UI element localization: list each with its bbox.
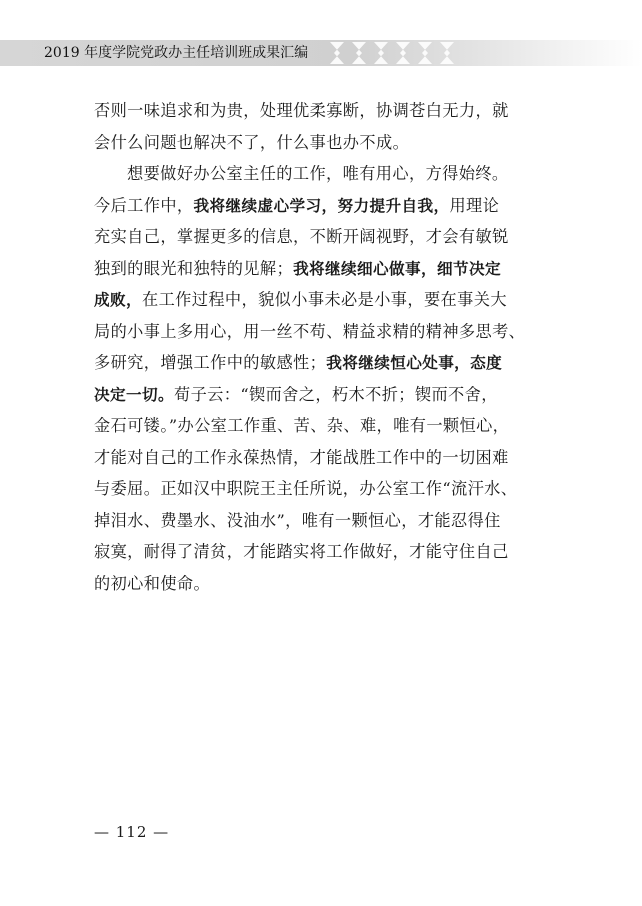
text-line: 充实自己，掌握更多的信息，不断开阔视野，才会有敏锐	[94, 227, 509, 246]
emphasis-text: 我将继续细心做事，细节决定	[293, 259, 501, 278]
text-line: 局的小事上多用心，用一丝不苟、精益求精的精神多思考、	[94, 321, 526, 341]
emphasis-text: 决定一切。	[94, 385, 174, 404]
text-line: 会什么问题也解决不了，什么事也办不成。	[94, 132, 410, 152]
body-text	[94, 95, 552, 599]
text-line: 决定一切。荀子云：“锲而舍之，朽木不折；锲而不舍，	[94, 384, 498, 404]
text-line: 独到的眼光和独特的见解；我将继续细心做事，细节决定	[94, 258, 501, 278]
page-number: — 112 —	[94, 823, 170, 841]
emphasis-text: 我将继续虚心学习，努力提升自我，	[193, 196, 450, 215]
text-line: 今后工作中，我将继续虚心学习，努力提升自我，用理论	[94, 195, 500, 215]
emphasis-text: 成败，	[94, 291, 142, 309]
chevron-decoration-icon	[330, 40, 642, 66]
text-line: 与委屈。正如汉中职院王主任所说，办公室工作“流汗水、	[94, 479, 518, 498]
text-line: 成败，在工作过程中，貌似小事未必是小事，要在事关大	[94, 290, 507, 309]
text-line: 的初心和使命。	[94, 573, 211, 593]
text-line: 金石可镂。”办公室工作重、苦、杂、难，唯有一颗恒心，	[94, 416, 510, 435]
text-line: 才能对自己的工作永葆热情，才能战胜工作中的一切困难	[94, 447, 509, 467]
running-header-title: 2019 年度学院党政办主任培训班成果汇编	[44, 45, 309, 61]
text-line: 多研究，增强工作中的敏感性；我将继续恒心处事，态度	[94, 353, 503, 372]
text-line: 寂寞，耐得了清贫，才能踏实将工作做好，才能守住自己	[94, 542, 509, 561]
running-header	[0, 40, 642, 66]
text-line: 否则一味追求和为贵，处理优柔寡断，协调苍白无力，就	[94, 101, 509, 120]
text-line: 掉泪水、费墨水、没油水”，唯有一颗恒心，才能忍得住	[94, 510, 501, 530]
emphasis-text: 我将继续恒心处事，态度	[326, 354, 503, 372]
paragraph-start-line: 想要做好办公室主任的工作，唯有用心，方得始终。	[127, 164, 509, 183]
